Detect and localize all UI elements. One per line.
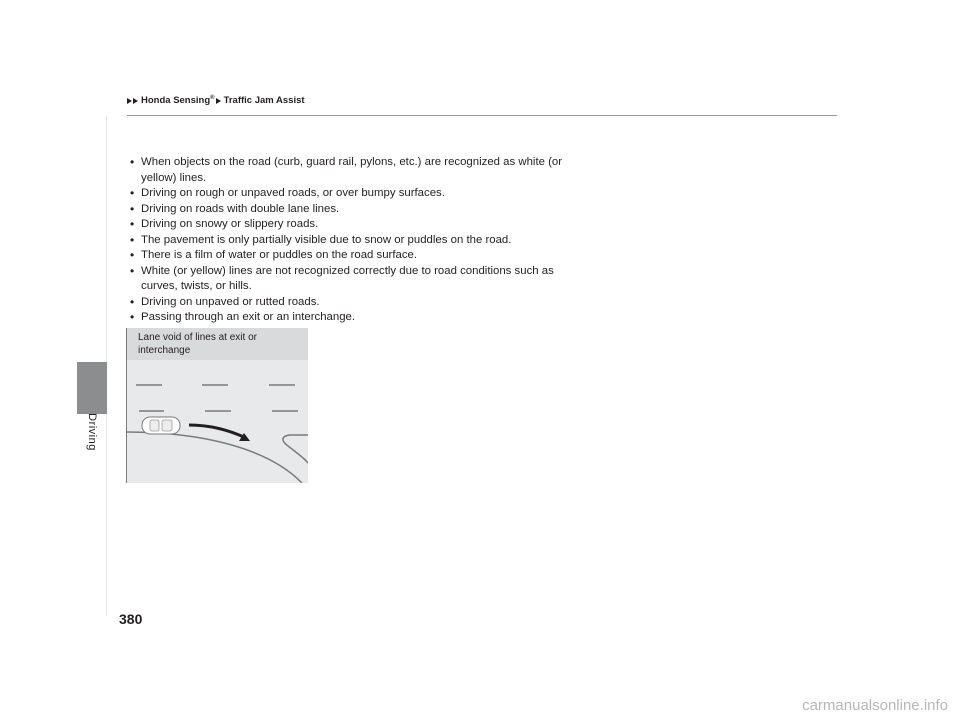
list-item: • Passing through an exit or an interchange. xyxy=(130,310,590,326)
interchange-illustration xyxy=(126,328,308,483)
list-item: • The pavement is only partially visible due to snow or puddles on the road. xyxy=(130,233,590,249)
bullet-list xyxy=(130,155,590,326)
list-item: • Driving on rough or unpaved roads, or over bumpy surfaces. xyxy=(130,186,590,202)
list-item: • When objects on the road (curb, guard rail, pylons, etc.) are recognized as white (or yellow) lines. xyxy=(130,155,590,186)
breadcrumb-item[interactable]: Honda Sensing® xyxy=(141,95,215,107)
breadcrumb-arrow-icon xyxy=(216,98,221,104)
breadcrumb xyxy=(127,95,305,106)
breadcrumb-arrow-icon xyxy=(127,98,132,104)
page-number: 380 xyxy=(119,611,143,627)
watermark: carmanualsonline.info xyxy=(802,697,948,714)
list-item: • White (or yellow) lines are not recognized correctly due to road conditions such as curves, twists, or hills. xyxy=(130,264,590,295)
breadcrumb-arrow-icon xyxy=(133,98,138,104)
list-item: • Driving on roads with double lane lines. xyxy=(130,202,590,218)
list-item: • Driving on unpaved or rutted roads. xyxy=(130,295,590,311)
header-rule xyxy=(127,115,837,116)
car-icon xyxy=(142,417,180,434)
chapter-tab-label: Driving xyxy=(86,413,98,451)
list-item: • Driving on snowy or slippery roads. xyxy=(130,217,590,233)
list-item: • There is a film of water or puddles on the road surface. xyxy=(130,248,590,264)
figure-caption-line2: interchange xyxy=(138,345,191,356)
figure-caption-line1: Lane void of lines at exit or xyxy=(138,332,257,343)
breadcrumb-item[interactable]: Traffic Jam Assist xyxy=(223,95,305,107)
